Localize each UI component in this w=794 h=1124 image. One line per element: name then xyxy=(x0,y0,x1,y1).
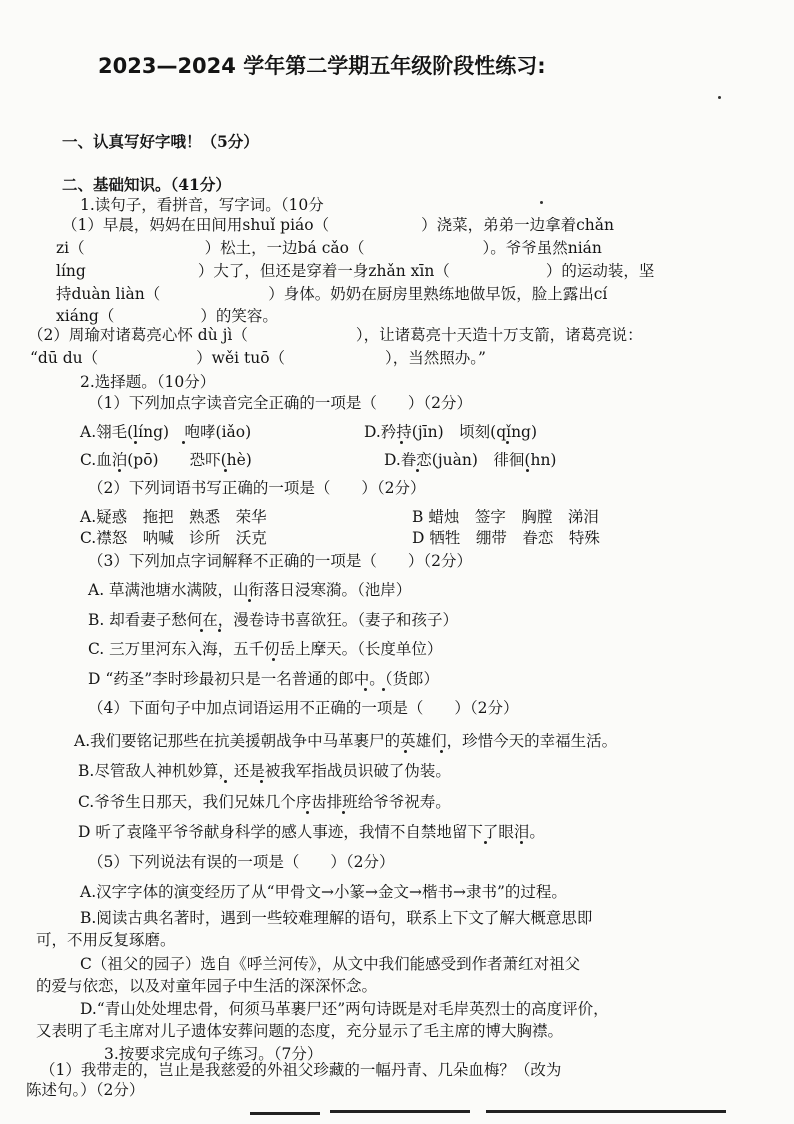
text-segment: ）浇菜，弟弟一边拿着chǎn xyxy=(421,216,615,234)
q2-s3-option-c[interactable]: C. 三万里河东入海，五千仞岳上摩天。（长度单位） xyxy=(88,640,443,658)
q2-s4-option-a[interactable]: A.我们要铭记那些在抗美援朝战争中马革裹尸的英雄们，珍惜今天的幸福生活。 xyxy=(74,732,618,750)
text-segment: ）大了，但还是穿着一身zhǎn xīn（ xyxy=(197,262,450,280)
q2-s5-option-c-line1[interactable]: C（祖父的园子）选自《呼兰河传》，从文中我们能感受到作者萧红对祖父 xyxy=(80,955,581,973)
text-segment: （2）周瑜对诸葛亮心怀 dù jì（ xyxy=(28,326,248,344)
emphasis-dot xyxy=(218,629,221,632)
text-segment: zi（ xyxy=(56,239,85,257)
q2-s5-option-d-line2: 又表明了毛主席对儿子遗体安葬问题的态度，充分显示了毛主席的博大胸襟。 xyxy=(36,1022,564,1040)
q1-p1-line5 xyxy=(56,306,278,326)
emphasis-dot xyxy=(224,469,227,472)
text-segment: xiáng（ xyxy=(56,307,115,325)
q1-p1-line3 xyxy=(56,261,654,281)
emphasis-dot xyxy=(520,841,523,844)
q2-s3-option-a[interactable]: A. 草满池塘水满陂，山衔落日浸寒漪。（池岸） xyxy=(88,581,412,599)
emphasis-dot xyxy=(440,750,443,753)
emphasis-dot xyxy=(200,629,203,632)
q2-s5-option-b-line1[interactable]: B.阅读古典名著时，遇到一些较难理解的语句，联系上下文了解大概意思即 xyxy=(80,909,593,927)
q2-s4-stem: （4）下面句子中加点词语运用不正确的一项是（ ）（2分） xyxy=(88,699,519,717)
emphasis-dot xyxy=(134,441,137,444)
text-segment: 持duàn liàn（ xyxy=(56,285,161,303)
q1-p1-line4 xyxy=(56,284,607,304)
text-segment: ）的运动装，坚 xyxy=(545,262,655,280)
text-segment: líng xyxy=(56,262,86,280)
scan-speck xyxy=(718,96,721,99)
q2-s1-option-d2[interactable]: D.眷恋(juàn) 徘徊(hn) xyxy=(384,451,557,469)
section-1-heading: 一、认真写好字哦！（5分） xyxy=(62,132,259,151)
emphasis-dot xyxy=(118,469,121,472)
emphasis-dot xyxy=(306,811,309,814)
text-segment: ），当然照办。” xyxy=(385,349,486,367)
q2-s5-stem: （5）下列说法有误的一项是（ ）（2分） xyxy=(88,853,395,871)
q2-s5-option-a[interactable]: A.汉字字体的演变经历了从“甲骨文→小篆→金文→楷书→隶书”的过程。 xyxy=(80,883,567,901)
q2-s3-option-b[interactable]: B. 却看妻子愁何在，漫卷诗书喜欲狂。（妻子和孩子） xyxy=(88,611,458,629)
emphasis-dot xyxy=(400,441,403,444)
emphasis-dot xyxy=(224,780,227,783)
text-segment: ）身体。奶奶在厨房里熟练地做早饭，脸上露出cí xyxy=(268,285,608,303)
q1-p2-line2 xyxy=(30,348,486,368)
q2-s1-option-c[interactable]: C.血泊(pō) 恐吓(hè) xyxy=(80,451,252,469)
emphasis-dot xyxy=(526,469,529,472)
q2-s4-option-d[interactable]: D 听了袁隆平爷爷献身科学的感人事迹，我情不自禁地留下了眼泪。 xyxy=(78,823,545,841)
cropped-line-fragment xyxy=(250,1112,320,1115)
q2-s2-option-b[interactable]: B 蜡烛 签字 胸膛 涕泪 xyxy=(412,508,599,526)
q1-heading: 1.读句子，看拼音，写字词。（10分 xyxy=(80,196,324,214)
q1-p2-line1 xyxy=(28,325,643,345)
q2-s5-option-c-line2: 的爱与依恋，以及对童年园子中生活的深深怀念。 xyxy=(36,977,378,995)
text-segment: ）的笑容。 xyxy=(200,307,278,325)
emphasis-dot xyxy=(182,441,185,444)
emphasis-dot xyxy=(404,750,407,753)
q2-s3-option-d[interactable]: D “药圣”李时珍最初只是一名普通的郎中。（货郎） xyxy=(88,670,439,688)
text-segment: ）松土，一边bá cǎo（ xyxy=(204,239,365,257)
q2-s1-stem: （1）下列加点字读音完全正确的一项是（ ）（2分） xyxy=(88,394,472,412)
q2-s3-stem: （3）下列加点字词解释不正确的一项是（ ）（2分） xyxy=(88,552,472,570)
q1-p1-line2 xyxy=(56,238,602,258)
text-segment: “dū du（ xyxy=(30,349,99,367)
q1-p1-line1 xyxy=(62,215,614,235)
emphasis-dot xyxy=(272,658,275,661)
text-segment: （1）早晨，妈妈在田间用shuǐ piáo（ xyxy=(62,216,330,234)
q2-s5-option-b-line2: 可，不用反复琢磨。 xyxy=(36,931,176,949)
cropped-line-fragment xyxy=(330,1110,470,1113)
emphasis-dot xyxy=(506,441,509,444)
section-2-heading: 二、基础知识。（41分） xyxy=(62,175,231,194)
q2-s2-option-d[interactable]: D 牺牲 绷带 眷恋 特殊 xyxy=(412,529,600,547)
emphasis-dot xyxy=(248,599,251,602)
q2-s2-stem: （2）下列词语书写正确的一项是（ ）（2分） xyxy=(88,479,426,497)
q2-s2-option-c[interactable]: C.襟怒 呐喊 诊所 沃克 xyxy=(80,529,267,547)
text-segment: ），让诸葛亮十天造十万支箭，诸葛亮说： xyxy=(355,326,643,344)
cropped-line-fragment xyxy=(486,1110,726,1113)
q3-heading: 3.按要求完成句子练习。（7分） xyxy=(104,1045,323,1063)
q3-s1-line2: 陈述句。）（2分） xyxy=(26,1081,145,1099)
emphasis-dot xyxy=(484,841,487,844)
text-segment: ）wěi tuō（ xyxy=(196,349,286,367)
emphasis-dot xyxy=(260,780,263,783)
q3-s1-line1: （1）我带走的，岂止是我慈爱的外祖父珍藏的一幅丹青、几朵血梅？（改为 xyxy=(40,1061,562,1079)
page-title: 2023—2024 学年第二学期五年级阶段性练习: xyxy=(98,54,546,78)
scan-speck xyxy=(540,201,543,204)
q2-s2-option-a[interactable]: A.疑惑 拖把 熟悉 荣华 xyxy=(80,508,267,526)
emphasis-dot xyxy=(416,469,419,472)
emphasis-dot xyxy=(342,811,345,814)
q2-s1-option-a[interactable]: A.翎毛(líng) 咆哮(iǎo) xyxy=(80,423,252,441)
q2-s4-option-c[interactable]: C.爷爷生日那天，我们兄妹几个序齿排班给爷爷祝寿。 xyxy=(78,793,451,811)
q2-s1-option-d[interactable]: D.矜持(jīn) 顷刻(qǐng) xyxy=(364,423,538,441)
q2-heading: 2.选择题。（10分） xyxy=(80,373,216,391)
q2-s4-option-b[interactable]: B.尽管敌人神机妙算，还是被我军指战员识破了伪装。 xyxy=(78,762,451,780)
text-segment: ）。爷爷虽然nián xyxy=(482,239,602,257)
emphasis-dot xyxy=(382,688,385,691)
q2-s5-option-d-line1[interactable]: D.“青山处处埋忠骨，何须马革裹尸还”两句诗既是对毛岸英烈士的高度评价， xyxy=(80,1000,609,1018)
emphasis-dot xyxy=(364,688,367,691)
